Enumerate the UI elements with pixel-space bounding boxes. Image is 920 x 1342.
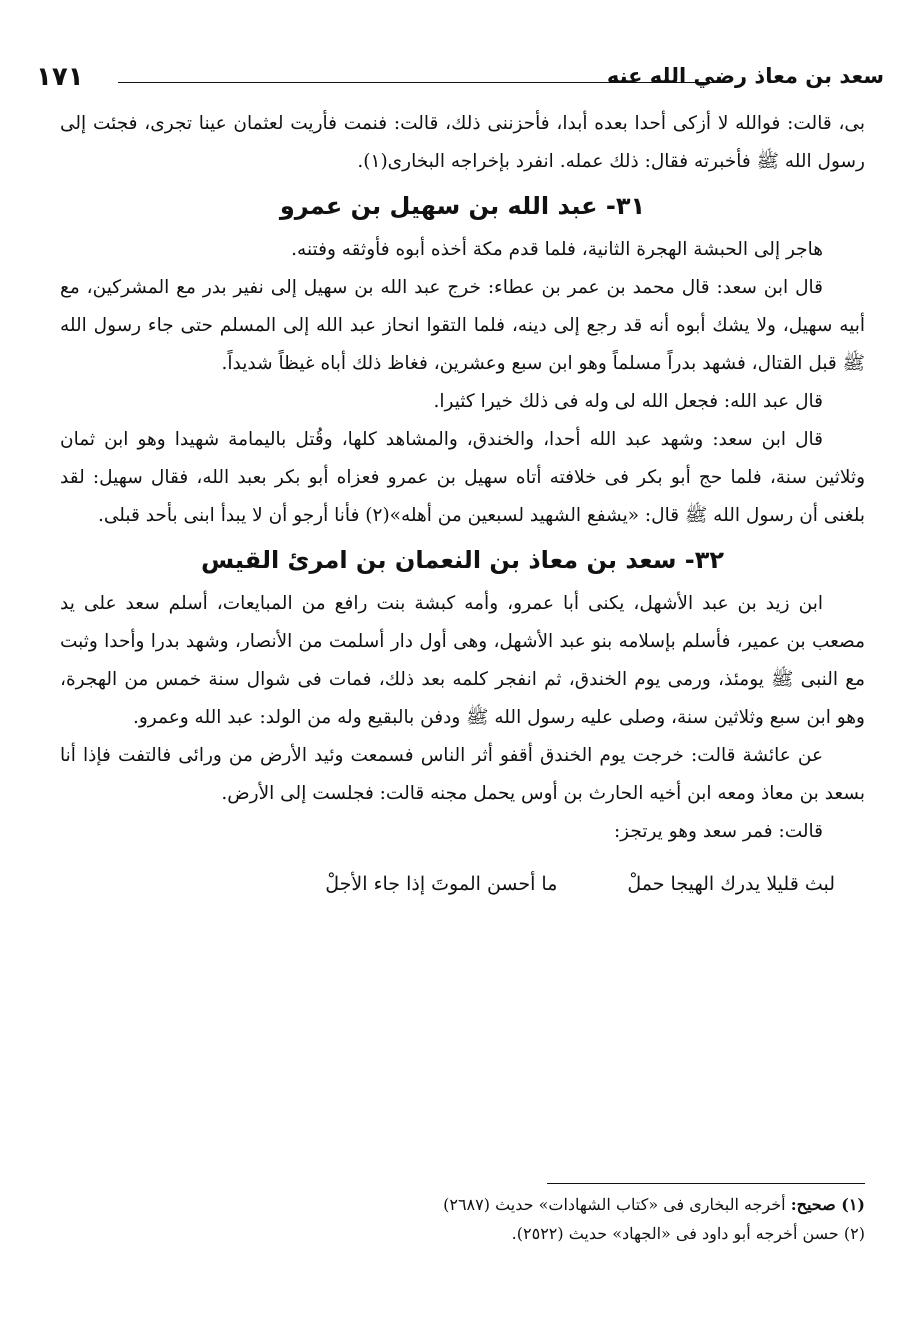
footnotes — [60, 1190, 865, 1248]
footnote-1-text: أخرجه البخارى فى «كتاب الشهادات» حديث (٢٦٨٧) — [443, 1195, 786, 1214]
paragraph-abdullah-quote: قال عبد الله: فجعل الله لى وله فى ذلك خيرا كثيرا. — [433, 391, 823, 412]
page-number: ١٧١ — [36, 62, 84, 92]
page-header — [36, 58, 884, 98]
footnote-1 — [60, 1190, 865, 1219]
section-heading-31: ٣١- عبد الله بن سهيل بن عمرو — [279, 192, 646, 220]
paragraph-ibn-saad-2: قال ابن سعد: وشهد عبد الله أحدا، والخندق، والمشاهد كلها، وقُتل باليمامة شهيدا وهو ابن ثمان وثلاثين سنة، فلما حج أبو بكر فى خلافته أتاه سهيل بن عمرو فعزاه أبو بكر بعبد الله، فقال سهيل: لقد بلغنى أن رسول الله ﷺ قال: «يشفع الشهيد لسبعين من أهله»(٢) فأنا أرجو أن لا يبدأ ابنى بأحد قبلى. — [60, 429, 865, 526]
main-text — [60, 105, 865, 903]
paragraph-verse-intro: قالت: فمر سعد وهو يرتجز: — [613, 821, 823, 842]
paragraph-saad-bio: ابن زيد بن عبد الأشهل، يكنى أبا عمرو، وأمه كبشة بنت رافع من المبايعات، أسلم سعد على يد مصعب بن عمير، فأسلم بإسلامه بنو عبد الأشهل، وهى أول دار أسلمت من الأنصار، وشهد بدرا وأحدا وثبت مع النبى ﷺ يومئذ، ورمى يوم الخندق، ثم انفجر كلمه بعد ذلك، فمات فى شوال سنة خمس من الهجرة، وهو ابن سبع وثلاثين سنة، وصلى عليه رسول الله ﷺ ودفن بالبقيع وله من الولد: عبد الله وعمرو. — [60, 593, 865, 728]
footnote-2: (٢) حسن أخرجه أبو داود فى «الجهاد» حديث (٢٥٢٢). — [511, 1224, 865, 1243]
paragraph-ibn-saad-1: قال ابن سعد: قال محمد بن عمر بن عطاء: خرج عبد الله بن سهيل إلى نفير بدر مع المشركين، مع أبيه سهيل، ولا يشك أبوه أنه قد رجع إلى دينه، فلما التقوا انحاز عبد الله إلى المسلم حتى جاء رسول الله ﷺ قبل القتال، فشهد بدراً مسلماً وهو ابن سبع وعشرين، فغاظ ذلك أباه غيظاً شديداً. — [60, 277, 865, 374]
footnote-1-label: (١) صحيح: — [790, 1195, 865, 1214]
verse-second-hemistich: ما أحسن الموتَ إذا جاء الأجلْ — [325, 873, 558, 895]
paragraph-continuation: بى، قالت: فوالله لا أزكى أحدا بعده أبدا، فأحزننى ذلك، قالت: فنمت فأريت لعثمان عينا تجرى، فجئت إلى رسول الله ﷺ فأخبرته فقال: ذلك عمله. انفرد بإخراجه البخارى(١). — [60, 113, 865, 172]
verse-first-hemistich: لبث قليلا يدرك الهيجا حملْ — [627, 873, 835, 895]
poetry-verse — [60, 865, 865, 903]
running-title: سعد بن معاذ رضي الله عنه — [606, 64, 884, 88]
paragraph-hijra: هاجر إلى الحبشة الهجرة الثانية، فلما قدم مكة أخذه أبوه فأوثقه وفتنه. — [291, 239, 823, 260]
section-heading-32: ٣٢- سعد بن معاذ بن النعمان بن امرئ القيس — [200, 546, 725, 574]
footnote-rule — [547, 1183, 865, 1184]
paragraph-aisha-narration: عن عائشة قالت: خرجت يوم الخندق أقفو أثر الناس فسمعت وئيد الأرض من ورائى فالتفت فإذا أنا بسعد بن معاذ ومعه ابن أخيه الحارث بن أوس يحمل مجنه قالت: فجلست إلى الأرض. — [60, 745, 865, 804]
